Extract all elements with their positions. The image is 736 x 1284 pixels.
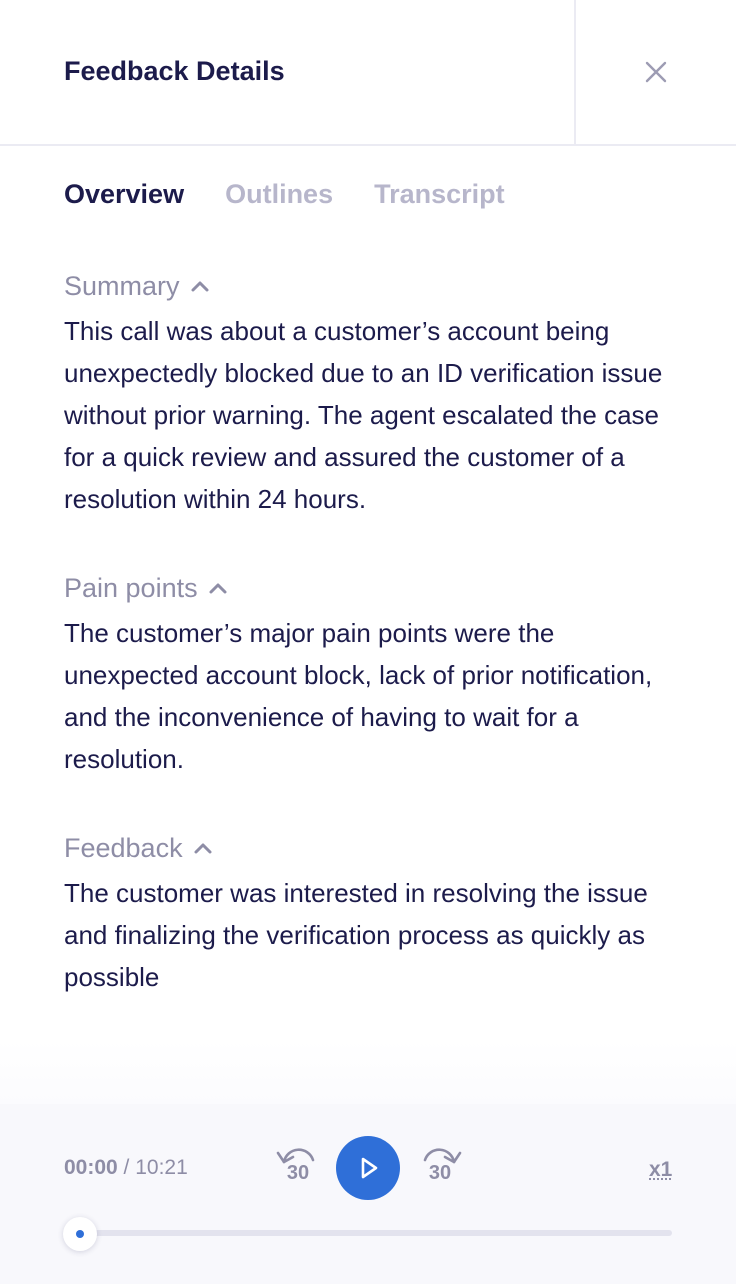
panel-header (0, 0, 736, 146)
section-feedback (64, 824, 676, 998)
overview-content[interactable] (64, 262, 676, 1102)
section-feedback-toggle[interactable] (64, 824, 676, 872)
panel-title: Feedback Details (64, 56, 285, 86)
section-summary-toggle[interactable] (64, 262, 676, 310)
close-icon (645, 61, 667, 83)
playback-speed-button[interactable]: x1 (649, 1158, 673, 1181)
section-summary (64, 262, 676, 520)
section-pain-points-toggle[interactable] (64, 564, 676, 612)
time-separator: / (117, 1156, 136, 1179)
skip-back-button[interactable] (275, 1142, 321, 1190)
close-button[interactable] (576, 0, 736, 144)
chevron-up-icon (193, 841, 213, 855)
section-body: The customer’s major pain points were the unexpected account block, lack of prior notification, and the inconvenience of having to wait for a resolution. (64, 618, 653, 774)
total-duration: 10:21 (135, 1156, 188, 1179)
skip-forward-button[interactable] (417, 1142, 463, 1190)
skip-back-seconds: 30 (286, 1162, 310, 1184)
tab-bar (64, 176, 505, 216)
skip-forward-seconds: 30 (428, 1162, 452, 1184)
tab-transcript[interactable]: Transcript (374, 179, 505, 209)
section-title: Summary (64, 271, 180, 301)
section-pain-points (64, 564, 676, 780)
progress-knob[interactable] (63, 1217, 97, 1251)
chevron-up-icon (190, 279, 210, 293)
progress-track[interactable] (80, 1230, 672, 1236)
current-time: 00:00 (64, 1156, 118, 1179)
play-icon (354, 1154, 382, 1182)
section-body: The customer was interested in resolving the issue and finalizing the verification process as quickly as possible (64, 878, 648, 992)
tab-overview[interactable]: Overview (64, 179, 185, 209)
section-title: Feedback (64, 833, 183, 863)
play-button[interactable] (336, 1136, 400, 1200)
progress-knob-dot (76, 1230, 84, 1238)
tab-outlines[interactable]: Outlines (225, 179, 334, 209)
content-fade (0, 1040, 736, 1104)
section-body: This call was about a customer’s account being unexpectedly blocked due to an ID verification issue without prior warning. The agent escalated the case for a quick review and assured the customer of a resolution within 24 hours. (64, 316, 663, 514)
time-display (64, 1154, 188, 1182)
section-title: Pain points (64, 573, 198, 603)
chevron-up-icon (208, 581, 228, 595)
